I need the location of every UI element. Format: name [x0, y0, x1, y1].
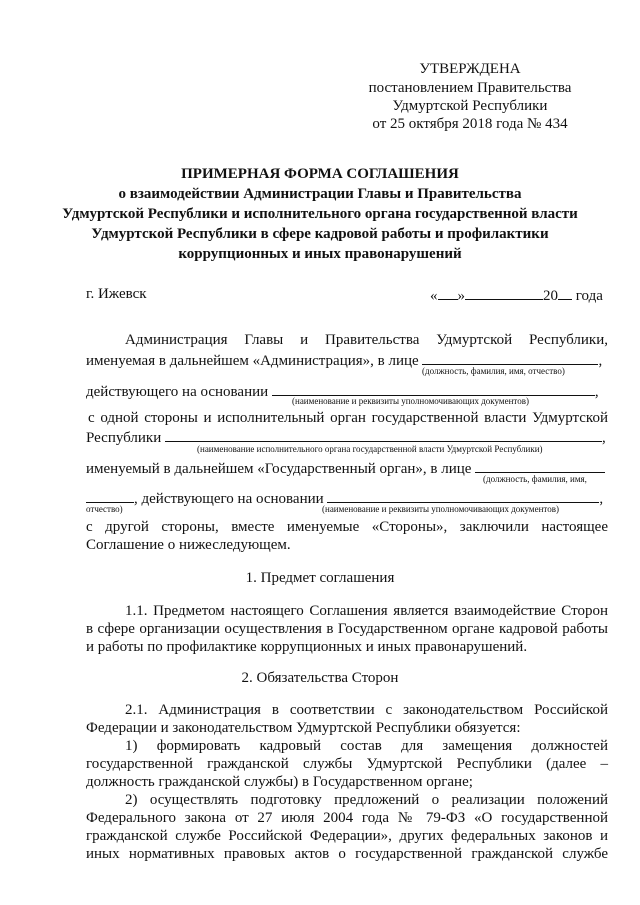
date-quote-close: »: [457, 288, 465, 304]
preamble-line-2: именуемая в дальнейшем «Администрация», в лице ,: [86, 350, 602, 370]
section-1-heading: 1. Предмет соглашения: [245, 570, 395, 586]
item-1-line-1: 1) формировать кадровый состав для замещения должностей: [125, 738, 608, 754]
documents-blank: [272, 381, 595, 396]
patronymic-blank: [86, 488, 134, 503]
approval-line-1: постановлением Правительства: [368, 80, 572, 96]
year-suffix: года: [575, 288, 603, 304]
position-blank: [422, 350, 598, 365]
approval-heading: УТВЕРЖДЕНА: [419, 61, 521, 77]
date-field: [430, 285, 603, 305]
approval-line-2: Удмуртской Республики: [392, 98, 548, 114]
preamble-line-7: , действующего на основании ,: [86, 488, 603, 508]
preamble-line-6-text: именуемый в дальнейшем «Государственный орган», в лице: [86, 461, 472, 477]
documents-blank-2: [327, 488, 599, 503]
year-prefix: 20: [543, 288, 558, 304]
document-subtitle-3: Удмуртской Республики в сфере кадровой работы и профилактики: [91, 226, 549, 242]
year-blank: [558, 285, 572, 300]
preamble-line-3: действующего на основании ,: [86, 381, 599, 401]
approval-line-3: от 25 октября 2018 года № 434: [372, 116, 568, 132]
preamble-line-7-text: , действующего на основании: [134, 491, 324, 507]
item-2-line-3: гражданской службе Российской Федерации», других федеральных законов и: [86, 828, 608, 844]
preamble-line-1: Администрация Главы и Правительства Удмуртской Республики,: [125, 332, 608, 348]
city: г. Ижевск: [86, 286, 147, 302]
section-1-line-2: в сфере организации осуществления в Государственном органе кадровой работы: [86, 621, 608, 637]
date-quote-open: «: [430, 288, 438, 304]
section-1-line-1: 1.1. Предметом настоящего Соглашения является взаимодействие Сторон: [125, 603, 608, 619]
preamble-line-4: с одной стороны и исполнительный орган государственной власти Удмуртской: [88, 410, 608, 426]
preamble-line-5: Республики ,: [86, 427, 606, 447]
preamble-line-3-text: действующего на основании: [86, 384, 269, 400]
item-2-line-1: 2) осуществлять подготовку предложений о реализации положений: [125, 792, 608, 808]
position-blank-2: [475, 458, 605, 473]
document-subtitle-1: о взаимодействии Администрации Главы и Правительства: [118, 186, 522, 202]
document-subtitle-2: Удмуртской Республики и исполнительного органа государственной власти: [62, 206, 578, 222]
preamble-line-8: с другой стороны, вместе именуемые «Стороны», заключили настоящее: [86, 519, 608, 535]
preamble-line-5-text: Республики: [86, 430, 162, 446]
section-2-p1-line-1: 2.1. Администрация в соответствии с законодательством Российской: [125, 702, 608, 718]
section-1-line-3: и работы по профилактике коррупционных и иных правонарушений.: [86, 639, 528, 655]
day-blank: [438, 285, 458, 300]
item-1-line-2: государственной гражданской службы Удмуртской Республики (далее –: [86, 756, 608, 772]
month-blank: [465, 285, 543, 300]
hint-position-2: (должность, фамилия, имя,: [483, 474, 587, 484]
document-subtitle-4: коррупционных и иных правонарушений: [178, 246, 462, 262]
hint-patronymic: отчество): [86, 504, 123, 514]
hint-position: (должность, фамилия, имя, отчество): [422, 366, 565, 376]
document-title: ПРИМЕРНАЯ ФОРМА СОГЛАШЕНИЯ: [181, 166, 459, 182]
preamble-line-9: Соглашение о нижеследующем.: [86, 537, 291, 553]
preamble-line-2-text: именуемая в дальнейшем «Администрация», в лице: [86, 353, 419, 369]
hint-documents: (наименование и реквизиты уполномочивающих документов): [292, 396, 529, 406]
hint-documents-2: (наименование и реквизиты уполномочивающих документов): [322, 504, 559, 514]
hint-organization: (наименование исполнительного органа государственной власти Удмуртской Республики): [197, 444, 543, 454]
org-blank: [165, 427, 602, 442]
item-1-line-3: должность гражданской службы) в Государственном органе;: [86, 774, 473, 790]
item-2-line-4: иных нормативных правовых актов о государственной гражданской службе: [86, 846, 608, 862]
item-2-line-2: Федерального закона от 27 июля 2004 года № 79-ФЗ «О государственной: [86, 810, 608, 826]
section-2-heading: 2. Обязательства Сторон: [241, 670, 399, 686]
section-2-p1-line-2: Федерации и законодательством Удмуртской Республики обязуется:: [86, 720, 521, 736]
